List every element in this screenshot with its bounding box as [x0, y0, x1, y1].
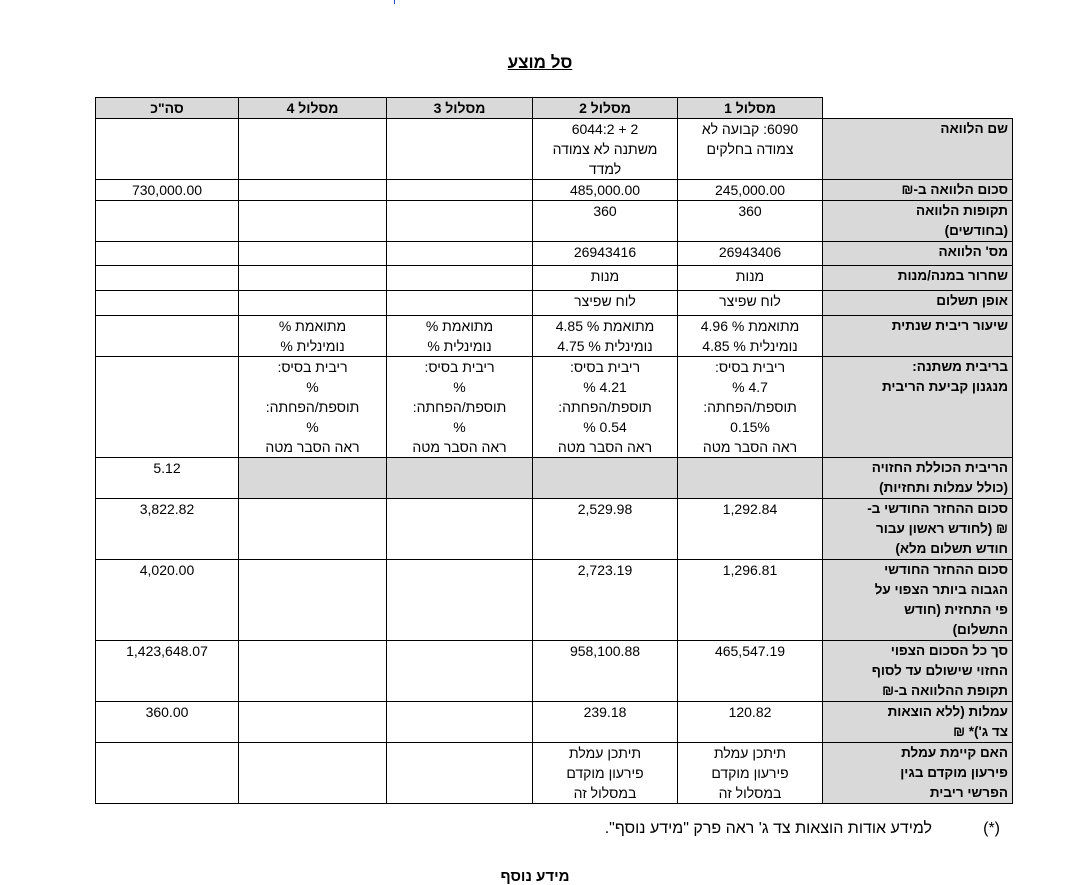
header-blank — [823, 98, 1013, 119]
row-label: סכום ההחזר החודשי ב- ₪ (לחודש ראשון עבור חודש תשלום מלא) — [823, 499, 1013, 560]
row-label: אופן תשלום — [823, 291, 1013, 316]
table-row — [96, 499, 1013, 560]
header-track-1: מסלול 1 — [678, 98, 823, 119]
cell-track-1: 245,000.00 — [678, 180, 823, 201]
cell-track-4 — [239, 266, 387, 291]
proposed-basket-table — [95, 97, 1013, 804]
row-label: סכום הלוואה ב-₪ — [823, 180, 1013, 201]
row-label: הריבית הכוללת החזויה (כולל עמלות ותחזיות) — [823, 458, 1013, 499]
table-row — [96, 743, 1013, 804]
cell-total — [96, 242, 239, 266]
header-total: סה"כ — [96, 98, 239, 119]
cell-track-2: 2,723.19 — [533, 560, 678, 641]
cell-track-4 — [239, 242, 387, 266]
cell-track-3 — [387, 702, 533, 743]
cell-track-2 — [533, 458, 678, 499]
table-row — [96, 560, 1013, 641]
row-label: סך כל הסכום הצפוי החזוי שישולם עד לסוף תקופת ההלוואה ב-₪ — [823, 641, 1013, 702]
row-label: בריבית משתנה: מנגנון קביעת הריבית — [823, 357, 1013, 458]
table-row — [96, 119, 1013, 180]
cell-track-1: לוח שפיצר — [678, 291, 823, 316]
row-label: סכום ההחזר החודשי הגבוה ביותר הצפוי על פי התחזית (חודש התשלום) — [823, 560, 1013, 641]
cell-track-2: 2,529.98 — [533, 499, 678, 560]
cell-track-3 — [387, 458, 533, 499]
header-track-3: מסלול 3 — [387, 98, 533, 119]
cell-track-1: 1,292.84 — [678, 499, 823, 560]
table-row — [96, 291, 1013, 316]
cell-track-1: 1,296.81 — [678, 560, 823, 641]
cell-track-1 — [678, 458, 823, 499]
cell-track-4 — [239, 201, 387, 242]
cell-track-1: 360 — [678, 201, 823, 242]
table-row — [96, 702, 1013, 743]
cell-track-2: לוח שפיצר — [533, 291, 678, 316]
table-row — [96, 180, 1013, 201]
cell-track-3: ריבית בסיס: % תוספת/הפחתה: % ראה הסבר מטה — [387, 357, 533, 458]
row-label: שחרור במנה/מנות — [823, 266, 1013, 291]
table-header-row — [96, 98, 1013, 119]
cell-track-1: ריבית בסיס: 4.7 % תוספת/הפחתה: 0.15% ראה הסבר מטה — [678, 357, 823, 458]
cell-total: 3,822.82 — [96, 499, 239, 560]
cell-track-3 — [387, 119, 533, 180]
cell-track-1: 26943406 — [678, 242, 823, 266]
cell-total: 1,423,648.07 — [96, 641, 239, 702]
row-label: שם הלוואה — [823, 119, 1013, 180]
cell-track-4 — [239, 560, 387, 641]
cell-total — [96, 316, 239, 357]
cell-track-4 — [239, 458, 387, 499]
page-title: סל מוצע — [507, 53, 573, 72]
table-row — [96, 316, 1013, 357]
table-row — [96, 458, 1013, 499]
cell-track-2: מתואמת % 4.85 נומינלית % 4.75 — [533, 316, 678, 357]
cell-track-2: 958,100.88 — [533, 641, 678, 702]
cell-track-2: 2 + 6044:2 משתנה לא צמודה למדד — [533, 119, 678, 180]
footnote-text: למידע אודות הוצאות צד ג' ראה פרק "מידע נוסף". — [604, 820, 932, 837]
row-label: מס' הלוואה — [823, 242, 1013, 266]
cell-track-3 — [387, 242, 533, 266]
table-row — [96, 201, 1013, 242]
row-label: שיעור ריבית שנתית — [823, 316, 1013, 357]
cell-total: 360.00 — [96, 702, 239, 743]
cell-track-1: 120.82 — [678, 702, 823, 743]
cell-track-2: תיתכן עמלת פירעון מוקדם במסלול זה — [533, 743, 678, 804]
cell-track-3 — [387, 560, 533, 641]
cell-total: 730,000.00 — [96, 180, 239, 201]
cell-track-2: 239.18 — [533, 702, 678, 743]
cell-total: 4,020.00 — [96, 560, 239, 641]
cell-track-4 — [239, 180, 387, 201]
cell-total — [96, 357, 239, 458]
table-row — [96, 266, 1013, 291]
footnote-marker: (*) — [983, 820, 1000, 837]
header-track-2: מסלול 2 — [533, 98, 678, 119]
cell-track-4 — [239, 641, 387, 702]
cell-track-3 — [387, 499, 533, 560]
cell-total — [96, 291, 239, 316]
cell-track-1: 6090: קבועה לא צמודה בחלקים — [678, 119, 823, 180]
cell-track-1: תיתכן עמלת פירעון מוקדם במסלול זה — [678, 743, 823, 804]
cell-track-3 — [387, 201, 533, 242]
cell-track-4 — [239, 702, 387, 743]
cell-track-4 — [239, 499, 387, 560]
header-track-4: מסלול 4 — [239, 98, 387, 119]
row-label: האם קיימת עמלת פירעון מוקדם בגין הפרשי ריבית — [823, 743, 1013, 804]
cell-track-3: מתואמת % נומינלית % — [387, 316, 533, 357]
cell-track-3 — [387, 641, 533, 702]
cell-track-1: מנות — [678, 266, 823, 291]
cell-track-4: ריבית בסיס: % תוספת/הפחתה: % ראה הסבר מטה — [239, 357, 387, 458]
cell-track-3 — [387, 291, 533, 316]
cell-track-2: 485,000.00 — [533, 180, 678, 201]
cell-track-4 — [239, 119, 387, 180]
row-label: עמלות (ללא הוצאות צד ג')* ₪ — [823, 702, 1013, 743]
cell-total — [96, 743, 239, 804]
cell-track-4 — [239, 291, 387, 316]
cell-track-2: מנות — [533, 266, 678, 291]
cell-track-4 — [239, 743, 387, 804]
cell-total — [96, 266, 239, 291]
cell-track-3 — [387, 266, 533, 291]
cell-track-2: ריבית בסיס: 4.21 % תוספת/הפחתה: 0.54 % ראה הסבר מטה — [533, 357, 678, 458]
page-mark — [394, 0, 395, 4]
table-row — [96, 641, 1013, 702]
cell-track-3 — [387, 180, 533, 201]
cell-track-4: מתואמת % נומינלית % — [239, 316, 387, 357]
cell-total — [96, 201, 239, 242]
cell-track-1: 465,547.19 — [678, 641, 823, 702]
table-row — [96, 357, 1013, 458]
cell-total: 5.12 — [96, 458, 239, 499]
cell-track-3 — [387, 743, 533, 804]
cell-track-2: 360 — [533, 201, 678, 242]
cell-total — [96, 119, 239, 180]
table-row — [96, 242, 1013, 266]
cell-track-1: מתואמת % 4.96 נומינלית % 4.85 — [678, 316, 823, 357]
next-section-heading: מידע נוסף — [500, 868, 570, 885]
cell-track-2: 26943416 — [533, 242, 678, 266]
row-label: תקופות הלוואה (בחודשים) — [823, 201, 1013, 242]
